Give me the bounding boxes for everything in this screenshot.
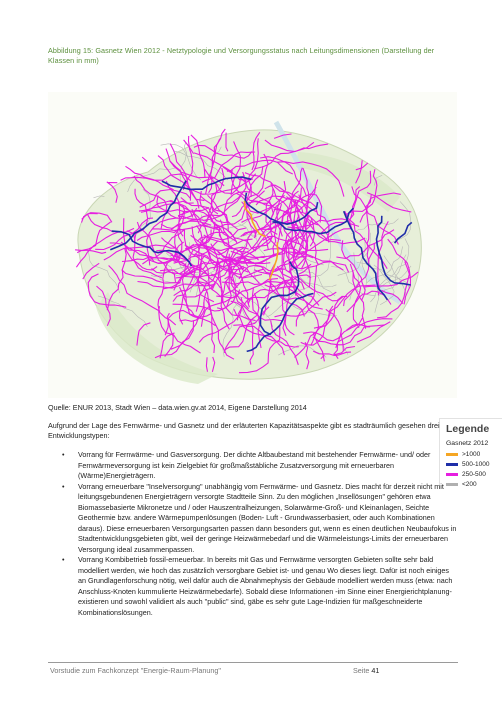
legend-title: Legende: [446, 423, 490, 435]
bullet-text: Vorrang Kombibetrieb fossil-erneuerbar. In bereits mit Gas und Fernwärme versorgten Gebieten sollte sehr bald modelliert werden, wie hoch das zusätzlich versorgbare Gebiet ist- und genau Wo dieses liegt. Dafür ist noch einiges an Grundlagenforschung nötig, weil dafür auch die Abnahmephysis der Gebäude modelliert werden muss (etwa: nach Anschluss-Knoten kummulierte Heizwärmebedarfe). Sobald diese Informationen -im Sinne einer Energierichtplanung- existieren und sowohl validiert als auch "public" sind, gäbe es sehr gute Lage-Indizien für maßgeschneiderte Kombinationslösungen.: [78, 555, 453, 617]
bullet-list: [62, 450, 458, 618]
list-item: [62, 482, 458, 556]
bullet-text: Vorrang erneuerbare "Inselversorgung" unabhängig vom Fernwärme- und Gasnetz. Dies macht für derzeit nicht mit leitungsgebundenen Energieträgern versorgte Stadtteile Sinn. Zu den möglichen „Insellösungen" gehören etwa Biomassebasierte Mikronetze und / oder Hauszentralheizungen, Solarwärme-Groß- und Kleinanlagen, Seichte Geothermie bzw. andere Wärmepumpenlösungen (Boden- Luft - Grundwasserbasiert, oder auch Kombinationen daraus). Diese erneuerbaren Versorgungsarten passen dann besonders gut, wenn es einen deutlichen Neubaufokus in Stadtentwicklungsgebieten gibt, weil der geringe Heizwärmebedarf und die Wärmeleistungs-Limits der erneuerbaren Versorgung ideal zusammenpassen.: [78, 481, 457, 554]
bullet-text: Vorrang für Fernwärme- und Gasversorgung. Der dichte Altbaubestand mit bestehender Fernwärme- und/ oder Fernwärmeversorgung ist kein Zielgebiet für großmaßstäbliche Zusatzversorgung mit erneuerbaren (Wärme)Energieträgern.: [78, 450, 431, 480]
page-number-value: 41: [371, 666, 380, 675]
footer-title: Vorstudie zum Fachkonzept "Energie-Raum-Planung": [50, 666, 221, 675]
list-item: [62, 450, 458, 482]
legend-label: 500-1000: [462, 461, 490, 468]
footer-divider: [48, 662, 458, 663]
figure-caption: Abbildung 15: Gasnetz Wien 2012 - Netztypologie und Versorgungsstatus nach Leitungsdimensionen (Darstellung der Klassen in mm): [48, 46, 435, 65]
map-graphic: [48, 92, 457, 398]
page-number: [353, 666, 379, 675]
page-label: Seite: [353, 666, 370, 675]
legend-label: 250-500: [462, 471, 486, 478]
list-item: [62, 555, 458, 618]
legend-label: >1000: [462, 451, 481, 458]
network-line: [142, 157, 147, 161]
bullet-icon: •: [62, 450, 65, 459]
bullet-icon: •: [62, 555, 65, 564]
intro-paragraph: Aufgrund der Lage des Fernwärme- und Gasnetz und der erläuterten Kapazitätsaspekte gibt es stadträumlich gesehen drei Entwicklungstypen:: [48, 421, 440, 440]
figure-source: Quelle: ENUR 2013, Stadt Wien – data.wien.gv.at 2014, Eigene Darstellung 2014: [48, 403, 307, 412]
legend-subtitle: Gasnetz 2012: [446, 440, 489, 447]
legend-label: <200: [462, 481, 477, 488]
bullet-icon: •: [62, 481, 65, 491]
